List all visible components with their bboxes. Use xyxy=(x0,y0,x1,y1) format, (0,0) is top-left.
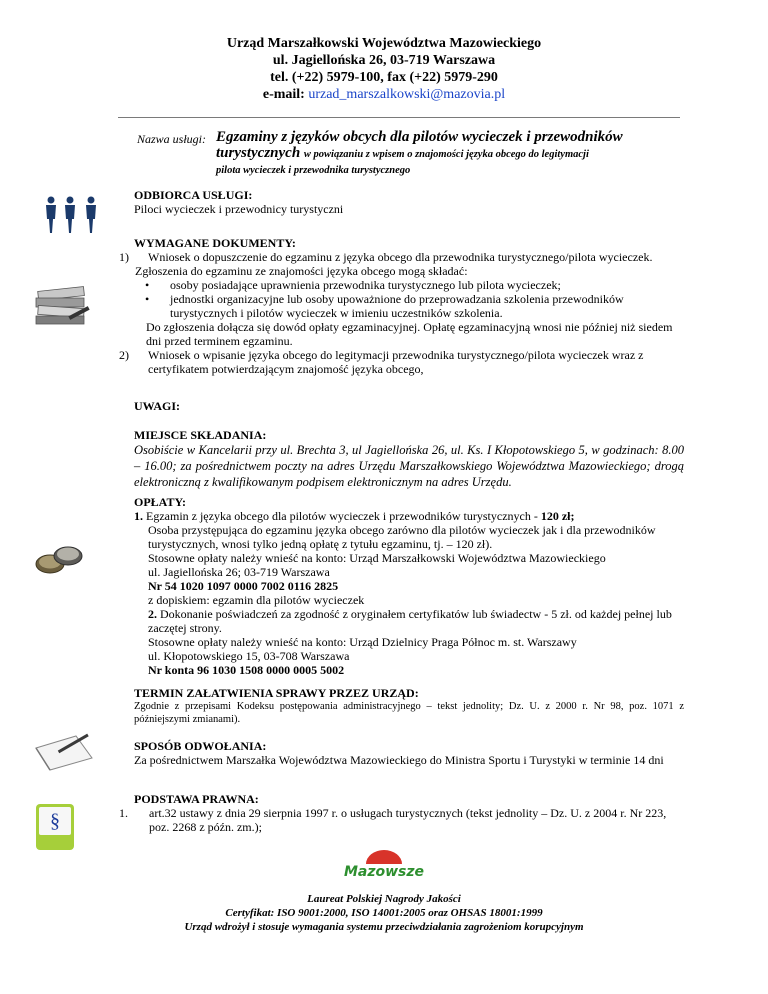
legal-section xyxy=(119,792,684,834)
service-label: Nazwa usługi: xyxy=(137,132,207,146)
account-2-address: ul. Kłopotowskiego 15, 03-708 Warszawa xyxy=(148,649,350,663)
org-name: Urząd Marszałkowski Województwa Mazowieckiego xyxy=(226,36,542,51)
email-label: e-mail: xyxy=(262,87,305,102)
paragraph-sign: § xyxy=(39,807,71,835)
org-address: ul. Jagiellońska 26, 03-719 Warszawa xyxy=(272,53,496,68)
remarks-heading: UWAGI: xyxy=(134,399,181,413)
deadline-text: Zgodnie z przepisami Kodeksu postępowania administracyjnego – tekst jednolity; Dz. U. z 2000 r. Nr 98, poz. 1071 z późniejszymi zmianami). xyxy=(134,701,684,725)
documents-item-1-text: Wniosek o dopuszczenie do egzaminu z języka obcego dla przewodnika turystycznego/pilota wycieczek. xyxy=(148,250,653,264)
account-1-memo: z dopiskiem: egzamin dla pilotów wycieczek xyxy=(148,593,365,607)
footer-anticorruption: Urząd wdrożył i stosuje wymagania systemu przeciwdziałania zagrożeniom korupcyjnym xyxy=(184,921,584,933)
applicants-intro: Zgłoszenia do egzaminu ze znajomości języka obcego mogą składać: xyxy=(135,264,468,278)
documents-item-2-text: Wniosek o wpisanie języka obcego do legitymacji przewodnika turystycznego/pilota wycieczek wraz z certyfikatem potwierdzającym znajomość języka obcego, xyxy=(148,348,644,376)
recipient-section xyxy=(134,188,684,216)
pen-paper-icon xyxy=(32,728,96,772)
fees-section xyxy=(134,495,684,677)
org-email-line xyxy=(0,86,768,103)
legal-item-1-text: art.32 ustawy z dnia 29 sierpnia 1997 r. o usługach turystycznych (tekst jednolity – Dz. U. z 2004 r. Nr 223, poz. 2268 z późn. zm.); xyxy=(149,806,667,834)
paragraph-icon xyxy=(36,804,74,850)
remarks-section xyxy=(134,399,684,413)
org-phone: tel. (+22) 5979-100, fax (+22) 5979-290 xyxy=(270,70,498,85)
service-title-text: Egzaminy z języków obcych dla pilotów wycieczek i przewodników turystycznych xyxy=(216,129,623,161)
service-subtitle-2: pilota wycieczek i przewodnika turystycznego xyxy=(216,165,411,176)
logo-wordmark: Mazowsze xyxy=(343,864,425,880)
recipient-text: Piloci wycieczek i przewodnicy turystyczni xyxy=(134,202,344,216)
coins-icon xyxy=(32,542,88,578)
documents-item-1-num: 1) xyxy=(119,250,129,264)
mazowsze-logo xyxy=(334,846,434,882)
service-title xyxy=(216,129,686,178)
recipient-heading: ODBIORCA USŁUGI: xyxy=(134,188,253,202)
documents-section xyxy=(119,236,684,376)
service-subtitle: w powiązaniu z wpisem o znajomości języka obcego do legitymacji xyxy=(303,149,589,160)
applicant-bullet-1: • osoby posiadające uprawnienia przewodnika turystycznego lub pilota wycieczek; xyxy=(134,278,684,292)
account-1-number: Nr 54 1020 1097 0000 7002 0116 2825 xyxy=(148,579,339,593)
place-text: Osobiście w Kancelarii przy ul. Brechta 3, ul Jagiellońska 26, ul. Ks. I Kłopotowskiego 5, w godzinach: 8.00 – 16.00; za pośrednictwem poczty na adres Urzędu Marszałkowskiego Województwa Mazowieckiego; drogą elektroniczną z kwalifikowanym podpisem elektronicznym na adres Urzędu. xyxy=(134,443,684,489)
place-section xyxy=(134,428,684,490)
footer-certificate: Certyfikat: ISO 9001:2000, ISO 14001:2005 oraz OHSAS 18001:1999 xyxy=(225,907,543,919)
documents-item-2-num: 2) xyxy=(119,348,129,362)
deadline-heading: TERMIN ZAŁATWIENIA SPRAWY PRZEZ URZĄD: xyxy=(134,686,419,700)
place-heading: MIEJSCE SKŁADANIA: xyxy=(134,428,267,442)
header-divider xyxy=(118,117,680,118)
appeal-text: Za pośrednictwem Marszałka Województwa Mazowieckiego do Ministra Sportu i Turystyki w terminie 14 dni xyxy=(134,753,664,767)
fees-item-1-amount: 120 zł; xyxy=(540,509,575,523)
account-1-address: ul. Jagiellońska 26; 03-719 Warszawa xyxy=(148,565,330,579)
applicant-bullet-2: • jednostki organizacyjne lub osoby upoważnione do przeprowadzania szkolenia przewodników turystycznych i pilotów wycieczek w imieniu uczestników szkolenia. xyxy=(134,292,684,320)
fees-item-1 xyxy=(134,509,684,523)
fees-item-1-num: 1. xyxy=(134,509,143,523)
documents-heading: WYMAGANE DOKUMENTY: xyxy=(134,236,296,250)
deadline-section xyxy=(134,686,684,726)
account-2-intro: Stosowne opłaty należy wnieść na konto: Urząd Dzielnicy Praga Północ m. st. Warszawy xyxy=(148,635,577,649)
documents-stack-icon xyxy=(32,283,92,329)
email-link[interactable]: urzad_marszalkowski@mazovia.pl xyxy=(308,87,506,102)
footer-award: Laureat Polskiej Nagrody Jakości xyxy=(307,893,461,905)
payment-note: Do zgłoszenia dołącza się dowód opłaty egzaminacyjnej. Opłatę egzaminacyjną wnosi nie później niż siedem dni przed terminem egzaminu. xyxy=(146,320,673,348)
appeal-heading: SPOSÓB ODWOŁANIA: xyxy=(134,739,267,753)
fees-item-1-text: Egzamin z języka obcego dla pilotów wycieczek i przewodników turystycznych - xyxy=(146,509,538,523)
fees-heading: OPŁATY: xyxy=(134,495,187,509)
account-1-intro: Stosowne opłaty należy wnieść na konto: Urząd Marszałkowski Województwa Mazowieckiego xyxy=(148,551,606,565)
fees-item-2 xyxy=(134,607,684,635)
fees-item-1-note: Osoba przystępująca do egzaminu języka obcego zarówno dla pilotów wycieczek jak i dla przewodników turystycznych, wnosi tylko jedną opłatę z tytułu egzaminu, tj. – 120 zł). xyxy=(148,523,656,551)
documents-item-1 xyxy=(119,250,684,264)
appeal-section xyxy=(134,739,684,767)
legal-item-1-num: 1. xyxy=(119,806,128,820)
account-2-number: Nr konta 96 1030 1508 0000 0005 5002 xyxy=(148,663,345,677)
documents-item-2 xyxy=(119,348,684,376)
legal-heading: PODSTAWA PRAWNA: xyxy=(134,792,259,806)
fees-item-2-num: 2. xyxy=(148,607,157,621)
legal-item-1 xyxy=(119,806,684,834)
fees-item-2-text: Dokonanie poświadczeń za zgodność z oryginałem certyfikatów lub świadectw - 5 zł. od każdej pełnej lub zaczętej strony. xyxy=(148,607,672,635)
people-icon xyxy=(42,195,102,235)
